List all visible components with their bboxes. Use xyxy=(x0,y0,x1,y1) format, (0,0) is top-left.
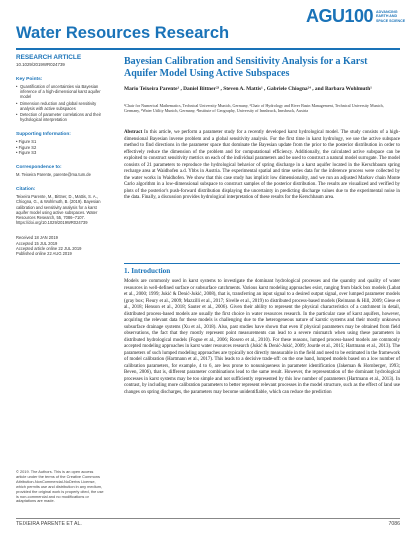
abstract-text: In this article, we perform a parameter study for a recently developed karst hydrological model. The study consists of a high-dimensional Bayesian inverse problem and a global sensitivity analysis. For the first time in karst hydrology, we use the active subspace method to find directions in the parameter space that dominate the Bayesian update from the prior to the posterior distribution in order to effectively reduce the dimension of the problem and for computational efficiency. Additionally, the calculated active subspace can be exploited to construct sensitivity metrics on each of the individual parameters and be used to construct a natural model surrogate. The model consists of 21 parameters to reproduce the hydrological behavior of spring discharge in a karst aquifer located in the Kerschbaum spring recharge area at Waidhofen a.d. Ybbs in Austria. The experimental spatial and time series data for the inference process were collected by the water works in Waidhofen. We show that this case study has implicit low dimensionality, and we run an adjusted Markov chain Monte Carlo algorithm in a low-dimensional subspace to construct samples of the posterior distribution. The results are visualized and verified by plots of the posterior's push-forward distribution displaying the uncertainty in predicting discharge values due to the experimental noise in the data. Finally, a discussion provides hydrological interpretation of these results for the Kerschbaum area. xyxy=(124,130,400,200)
doi-link[interactable]: 10.1029/2019WR024739 xyxy=(16,62,65,67)
correspondence-heading: Correspondence to: xyxy=(16,165,62,171)
agu-tagline-line: ADVANCING xyxy=(376,10,398,15)
agu-tagline xyxy=(376,10,405,23)
article-type: RESEARCH ARTICLE xyxy=(16,54,82,61)
article-title: Bayesian Calibration and Sensitivity Analysis for a Karst Aquifer Model Using Active Subspaces xyxy=(124,56,368,79)
date-line: Accepted article online 22 JUL 2019 xyxy=(16,245,82,251)
journal-title: Water Resources Research xyxy=(16,24,230,42)
license-note: © 2019. The Authors. This is an open access article under the terms of the Creative Commons Attribution-NonCommercial-NoDerivs License, which permits use and distribution in any medium, provided the original work is properly cited, the use is non-commercial and no modifications or adaptations are made. xyxy=(16,469,104,504)
affiliations: ¹Chair for Numerical Mathematics, Technical University Munich, Germany, ²Chair of Hydrology and River Basin Management, Technical University Munich, Germany, ³Water Utility Munich, Germany, ⁴Institute of Geography, University of Innsbruck, Innsbruck, Austria xyxy=(124,103,384,113)
date-line: Received 18 JAN 2019 xyxy=(16,235,58,241)
key-point: • Detection of parameter correlations and their hydrological interpretation xyxy=(16,112,104,122)
key-points-list xyxy=(16,84,104,122)
footer-authors: TEIXEIRA PARENTE ET AL. xyxy=(16,521,82,527)
supporting-item[interactable]: • Figure S3 xyxy=(16,149,37,155)
abstract xyxy=(124,130,400,202)
page-number: 7086 xyxy=(388,521,400,527)
key-points-heading: Key Points: xyxy=(16,77,43,82)
agu-tagline-line: SPACE SCIENCE xyxy=(376,18,406,23)
supporting-info-heading: Supporting Information: xyxy=(16,132,71,138)
agu-logo-text: AGU100 xyxy=(306,6,374,26)
supporting-item[interactable]: • Figure S1 xyxy=(16,139,37,145)
date-line: Accepted 15 JUL 2019 xyxy=(16,240,58,246)
key-point: • Quantification of uncertainties via Bayesian inference of a high-dimensional karst aquifer model xyxy=(16,84,104,100)
header-rule xyxy=(16,48,400,50)
citation-heading: Citation: xyxy=(16,187,36,193)
section-title: 1. Introduction xyxy=(124,267,171,275)
introduction-text: Models are commonly used in karst systems to investigate the dominant hydrological processes and the quantity and quality of water resources in well-defined surface or subsurface catchments. Various karst modeling approaches exist, ranging from black box models (Labat et al., 2000; 1999; Jukić & Denić-Jukić, 2008), that is, transferring an input signal to a desired output signal, over lumped parameter models (gray box; Fleury et al., 2009; Mazzilli et al., 2017; Sivelle et al., 2019) to distributed process-based models (Reimann & Hill, 2009; Giese et al., 2018; Henson et al., 2018; Sauter et al., 2006). Given their ability to represent the physical characteristics of a catchment in detail, distributed process-based models are usually the first choice in water resources research. In the particular case of karst aquifers, however, acquiring the relevant data for these models is challenging due to the heterogeneous nature of karstic systems and their mostly unknown subsurface drainage systems (Xu et al., 2018). Also, past studies have shown that even if physical parameters may be obtained from field observations, the fact that they mostly represent point measurements can lead to a severe mismatch when using these parameters in distributed hydrological models (Fogue et al., 2006; Rosero et al., 2010). For these reasons, lumped process-based models are commonly accepted modeling approaches in karst water resources research (Jukić & Denić-Jukić, 2009; Jourde et al., 2015; Hartmann et al., 2013). The parameters of such lumped modeling approaches are typically not directly measurable in the field and need to be estimated in the framework of model calibration (Hartmann et al., 2017). This leads to a decisive trade-off: on the one hand, lumped models based on a low number of calibration parameters, for example, 4 to 6, are less prone to nonuniqueness in parameter identification (Jakeman & Hornberger, 1993; Beven, 2006), that is, different parameter combinations lead to the same result. However, the representation of the dominant hydrological processes in karst systems may be too simple and not sufficiently represented by this low number of parameters (Hartmann et al., 2013). In contrast, by including more calibration parameters to better represent relevant processes in the model structure, such as the effect of land use changes on spring discharges, the parameters may become unidentifiable, which can reduce the prediction xyxy=(124,279,400,395)
sidebar xyxy=(16,54,104,256)
correspondence-text: M. Teixeira Parente, parente@ma.tum.de xyxy=(16,172,91,178)
abstract-label: Abstract xyxy=(124,130,143,135)
supporting-info-list xyxy=(16,139,104,155)
supporting-item[interactable]: • Figure S2 xyxy=(16,144,37,150)
footer-rule xyxy=(16,518,400,519)
section-rule xyxy=(124,263,400,264)
key-point: • Dimension reduction and global sensitivity analysis with active subspaces xyxy=(16,101,104,111)
author-list: Mario Teixeira Parente¹ , Daniel Bittner²³ , Steven A. Mattis¹ , Gabriele Chiogna²⁴ , and Barbara Wohlmuth¹ xyxy=(124,86,372,92)
article-dates xyxy=(16,235,104,256)
date-line: Published online 22 AUG 2019 xyxy=(16,251,72,257)
agu-tagline-line: EARTH AND xyxy=(376,14,398,19)
citation-text: Teixeira Parente, M., Bittner, D., Mattis, S. A., Chiogna, G., & Wohlmuth, B. (2019). Bayesian calibration and sensitivity analysis for a karst aquifer model using active subspaces. Water Resources Research, 55, 7086–7107. https://doi.org/10.1029/2019WR024739 xyxy=(16,194,101,226)
agu-logo xyxy=(306,6,405,27)
